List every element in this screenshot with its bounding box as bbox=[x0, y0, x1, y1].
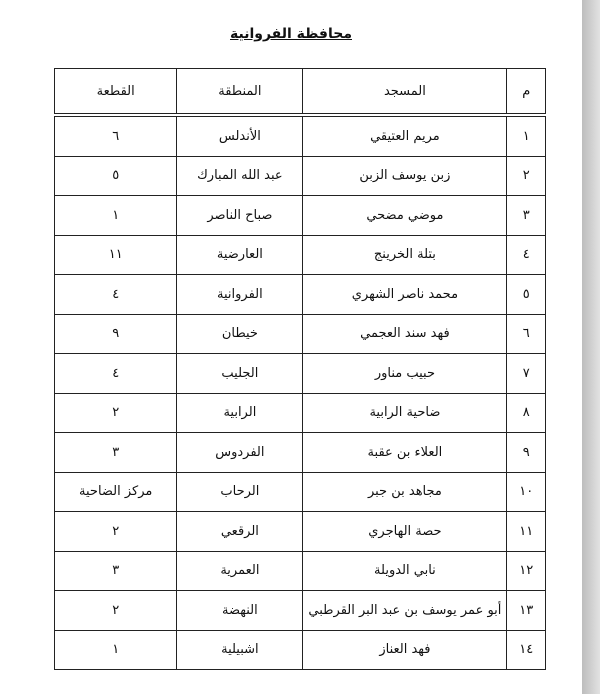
mosques-table bbox=[54, 68, 546, 670]
cell-block: مركز الضاحية bbox=[55, 472, 177, 512]
cell-area: اشبيلية bbox=[177, 630, 303, 670]
cell-number: ١٤ bbox=[507, 630, 546, 670]
table-row bbox=[55, 393, 546, 433]
cell-mosque: حصة الهاجري bbox=[303, 512, 507, 552]
cell-mosque: زبن يوسف الزبن bbox=[303, 156, 507, 196]
cell-number: ١٢ bbox=[507, 551, 546, 591]
table-row bbox=[55, 115, 546, 156]
cell-number: ١١ bbox=[507, 512, 546, 552]
table-row bbox=[55, 433, 546, 473]
table-row bbox=[55, 314, 546, 354]
table-row bbox=[55, 235, 546, 275]
cell-area: الجليب bbox=[177, 354, 303, 394]
cell-mosque: العلاء بن عقبة bbox=[303, 433, 507, 473]
cell-area: الرحاب bbox=[177, 472, 303, 512]
cell-number: ٣ bbox=[507, 196, 546, 236]
cell-area: النهضة bbox=[177, 591, 303, 631]
cell-number: ٨ bbox=[507, 393, 546, 433]
header-mosque: المسجد bbox=[303, 69, 507, 116]
header-block: القطعة bbox=[55, 69, 177, 116]
header-number: م bbox=[507, 69, 546, 116]
header-area: المنطقة bbox=[177, 69, 303, 116]
cell-mosque: محمد ناصر الشهري bbox=[303, 275, 507, 315]
cell-mosque: بتلة الخرينج bbox=[303, 235, 507, 275]
cell-area: العمرية bbox=[177, 551, 303, 591]
cell-number: ٢ bbox=[507, 156, 546, 196]
cell-area: خيطان bbox=[177, 314, 303, 354]
cell-number: ٩ bbox=[507, 433, 546, 473]
cell-mosque: موضي مضحي bbox=[303, 196, 507, 236]
cell-area: الأندلس bbox=[177, 115, 303, 156]
cell-block: ١ bbox=[55, 630, 177, 670]
cell-mosque: مجاهد بن جبر bbox=[303, 472, 507, 512]
cell-mosque: مريم العتيقي bbox=[303, 115, 507, 156]
cell-block: ٦ bbox=[55, 115, 177, 156]
cell-mosque: فهد سند العجمي bbox=[303, 314, 507, 354]
cell-number: ١٠ bbox=[507, 472, 546, 512]
cell-area: عبد الله المبارك bbox=[177, 156, 303, 196]
cell-area: العارضية bbox=[177, 235, 303, 275]
cell-area: صباح الناصر bbox=[177, 196, 303, 236]
table-row bbox=[55, 472, 546, 512]
cell-block: ٢ bbox=[55, 393, 177, 433]
cell-mosque: فهد العناز bbox=[303, 630, 507, 670]
cell-mosque: ضاحية الرابية bbox=[303, 393, 507, 433]
cell-mosque: حبيب مناور bbox=[303, 354, 507, 394]
table-row bbox=[55, 354, 546, 394]
table-row bbox=[55, 196, 546, 236]
table-row bbox=[55, 630, 546, 670]
cell-block: ١ bbox=[55, 196, 177, 236]
cell-area: الفردوس bbox=[177, 433, 303, 473]
table-row bbox=[55, 551, 546, 591]
table-header-row bbox=[55, 69, 546, 116]
table-row bbox=[55, 156, 546, 196]
cell-block: ٩ bbox=[55, 314, 177, 354]
cell-number: ٥ bbox=[507, 275, 546, 315]
cell-block: ٢ bbox=[55, 591, 177, 631]
cell-number: ٦ bbox=[507, 314, 546, 354]
page-title: محافظة الفروانية bbox=[230, 26, 352, 42]
table-row bbox=[55, 512, 546, 552]
cell-block: ٢ bbox=[55, 512, 177, 552]
cell-block: ٤ bbox=[55, 275, 177, 315]
table-row bbox=[55, 275, 546, 315]
cell-number: ٤ bbox=[507, 235, 546, 275]
cell-number: ١ bbox=[507, 115, 546, 156]
cell-block: ٤ bbox=[55, 354, 177, 394]
cell-number: ١٣ bbox=[507, 591, 546, 631]
cell-area: الرقعي bbox=[177, 512, 303, 552]
cell-number: ٧ bbox=[507, 354, 546, 394]
cell-block: ٥ bbox=[55, 156, 177, 196]
cell-block: ٣ bbox=[55, 433, 177, 473]
cell-block: ٣ bbox=[55, 551, 177, 591]
cell-area: الرابية bbox=[177, 393, 303, 433]
cell-area: الفروانية bbox=[177, 275, 303, 315]
cell-mosque: أبو عمر يوسف بن عبد البر القرطبي bbox=[303, 591, 507, 631]
cell-block: ١١ bbox=[55, 235, 177, 275]
table-row bbox=[55, 591, 546, 631]
cell-mosque: نابي الدويلة bbox=[303, 551, 507, 591]
table-body bbox=[55, 115, 546, 670]
page-edge-shadow bbox=[582, 0, 600, 694]
